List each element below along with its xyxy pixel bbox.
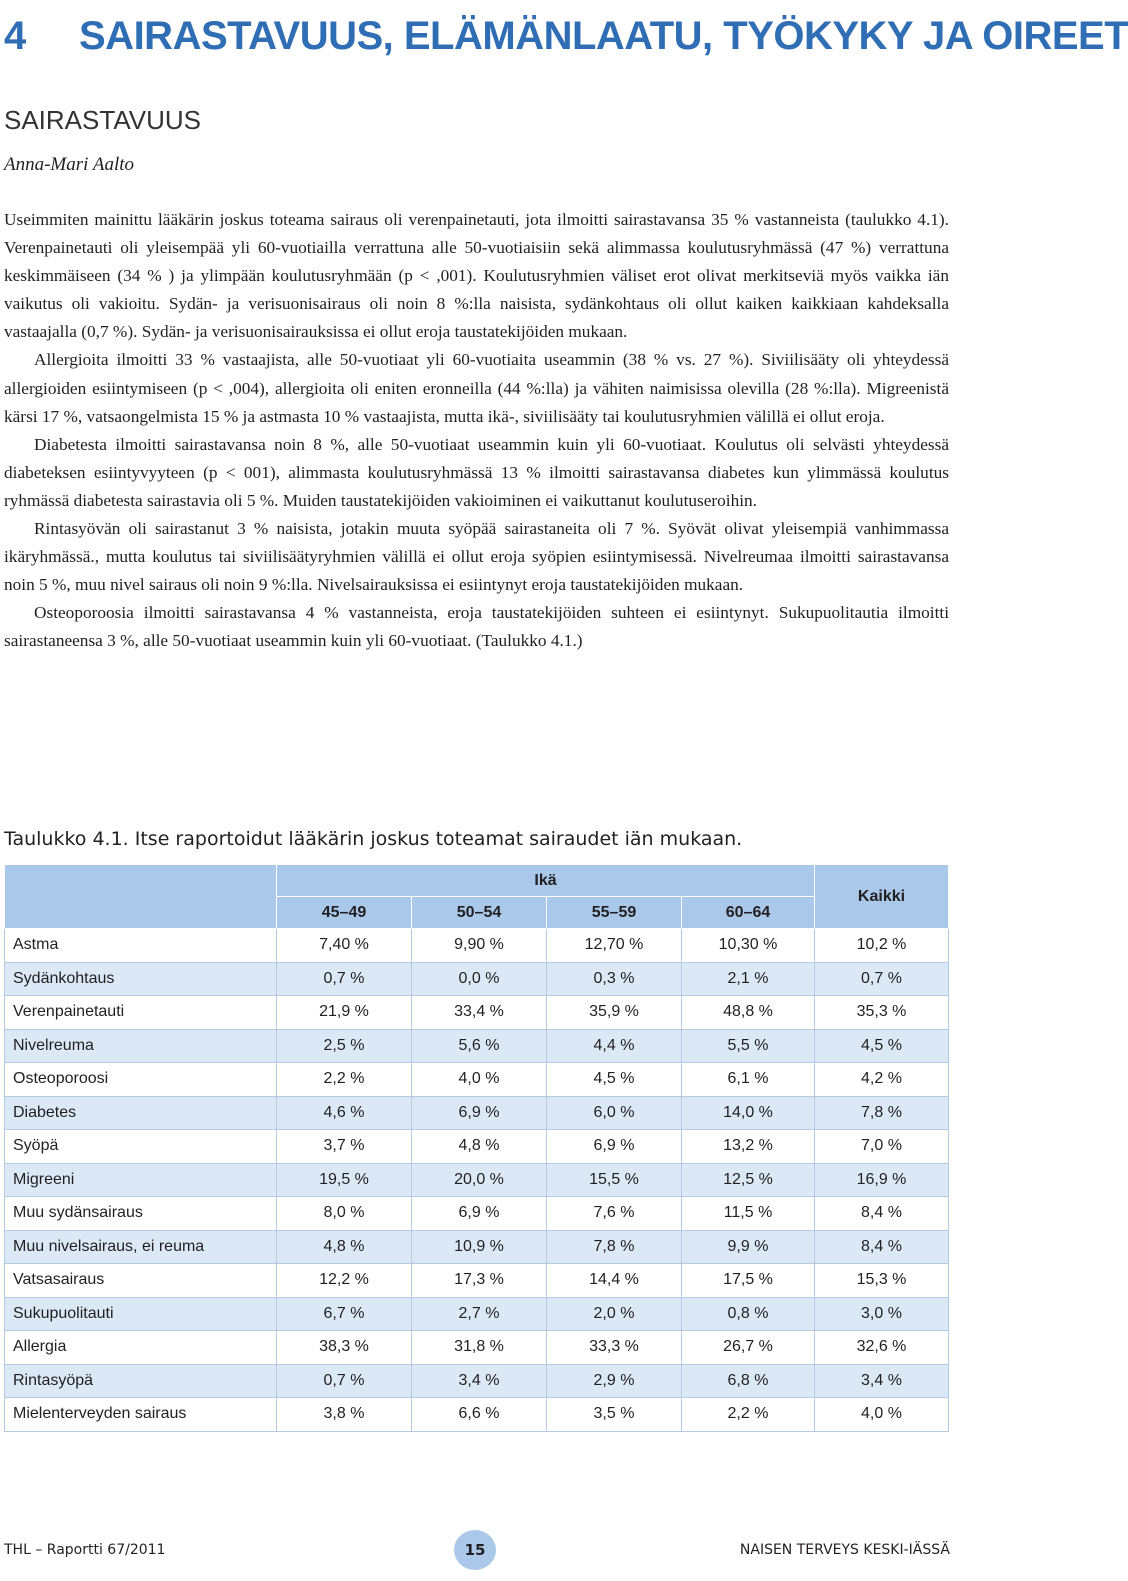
value-cell: 26,7 % xyxy=(682,1331,815,1365)
value-cell: 4,4 % xyxy=(547,1029,682,1063)
author: Anna-Mari Aalto xyxy=(4,154,135,175)
value-cell: 0,8 % xyxy=(682,1297,815,1331)
table-row xyxy=(5,1398,949,1432)
value-cell: 11,5 % xyxy=(682,1197,815,1231)
value-cell: 5,5 % xyxy=(682,1029,815,1063)
value-cell: 9,90 % xyxy=(412,929,547,963)
row-label: Mielenterveyden sairaus xyxy=(5,1398,277,1432)
paragraph: Osteoporoosia ilmoitti sairastavansa 4 % vastanneista, eroja taustatekijöiden suhteen ei esiintynyt. Sukupuolitautia ilmoitti sairastaneensa 3 %, alle 50-vuotiaat useammin kuin yli 60-vuotiaat. (Taulukko 4.1.) xyxy=(4,603,949,651)
value-cell: 17,3 % xyxy=(412,1264,547,1298)
table-row xyxy=(5,996,949,1030)
value-cell: 3,5 % xyxy=(547,1398,682,1432)
value-cell: 6,9 % xyxy=(412,1197,547,1231)
value-cell: 3,4 % xyxy=(412,1364,547,1398)
value-cell: 10,9 % xyxy=(412,1230,547,1264)
disease-table xyxy=(4,864,949,1432)
paragraph: Useimmiten mainittu lääkärin joskus toteama sairaus oli verenpainetauti, jota ilmoitti sairastavansa 35 % vastanneista (taulukko 4.1). Verenpainetauti oli yleisempää yli 60-vuotiailla verrattuna alle 50-vuotiaisiin sekä alimmassa koulutusryhmässä (47 %) verrattuna keskimmäiseen (34 % ) ja ylimpään koulutusryhmään (p < ,001). Koulutusryhmien väliset erot olivat merkitseviä myös vaikka iän vaikutus oli vakioitu. Sydän- ja verisuonisairaus oli noin 8 %:lla naisista, sydänkohtaus oli ollut kaiken kaikkiaan kahdeksalla vastaajalla (0,7 %). Sydän- ja verisuonisairauksissa ei ollut eroja taustatekijöiden mukaan. xyxy=(4,210,949,342)
value-cell: 12,2 % xyxy=(277,1264,412,1298)
row-label: Verenpainetauti xyxy=(5,996,277,1030)
total-cell: 16,9 % xyxy=(815,1163,949,1197)
total-cell: 4,0 % xyxy=(815,1398,949,1432)
value-cell: 35,9 % xyxy=(547,996,682,1030)
value-cell: 33,3 % xyxy=(547,1331,682,1365)
value-cell: 9,9 % xyxy=(682,1230,815,1264)
total-cell: 35,3 % xyxy=(815,996,949,1030)
table-row xyxy=(5,962,949,996)
value-cell: 4,8 % xyxy=(412,1130,547,1164)
footer-title: NAISEN TERVEYS KESKI-IÄSSÄ xyxy=(739,1542,950,1558)
value-cell: 19,5 % xyxy=(277,1163,412,1197)
table-row xyxy=(5,1163,949,1197)
age-group-header: Ikä xyxy=(277,865,815,897)
value-cell: 2,9 % xyxy=(547,1364,682,1398)
table-header-row xyxy=(5,865,949,897)
value-cell: 33,4 % xyxy=(412,996,547,1030)
value-cell: 2,1 % xyxy=(682,962,815,996)
table-row xyxy=(5,1063,949,1097)
table-row xyxy=(5,1029,949,1063)
table-row xyxy=(5,1364,949,1398)
total-cell: 15,3 % xyxy=(815,1264,949,1298)
row-label: Astma xyxy=(5,929,277,963)
value-cell: 6,9 % xyxy=(412,1096,547,1130)
value-cell: 7,8 % xyxy=(547,1230,682,1264)
age-header: 50–54 xyxy=(412,897,547,929)
total-header: Kaikki xyxy=(815,865,949,929)
value-cell: 38,3 % xyxy=(277,1331,412,1365)
value-cell: 6,1 % xyxy=(682,1063,815,1097)
value-cell: 4,0 % xyxy=(412,1063,547,1097)
age-header: 55–59 xyxy=(547,897,682,929)
row-label: Rintasyöpä xyxy=(5,1364,277,1398)
value-cell: 20,0 % xyxy=(412,1163,547,1197)
table-caption: Taulukko 4.1. Itse raportoidut lääkärin joskus toteamat sairaudet iän mukaan. xyxy=(4,828,743,850)
footer-publication: THL – Raportti 67/2011 xyxy=(4,1542,166,1558)
table-row xyxy=(5,1297,949,1331)
total-cell: 32,6 % xyxy=(815,1331,949,1365)
age-header: 45–49 xyxy=(277,897,412,929)
chapter-title xyxy=(4,10,1128,62)
row-label: Muu sydänsairaus xyxy=(5,1197,277,1231)
value-cell: 12,70 % xyxy=(547,929,682,963)
value-cell: 0,7 % xyxy=(277,1364,412,1398)
value-cell: 6,9 % xyxy=(547,1130,682,1164)
table-row xyxy=(5,1130,949,1164)
value-cell: 48,8 % xyxy=(682,996,815,1030)
row-label: Sydänkohtaus xyxy=(5,962,277,996)
row-label: Osteoporoosi xyxy=(5,1063,277,1097)
row-label: Syöpä xyxy=(5,1130,277,1164)
total-cell: 3,4 % xyxy=(815,1364,949,1398)
total-cell: 0,7 % xyxy=(815,962,949,996)
value-cell: 4,6 % xyxy=(277,1096,412,1130)
value-cell: 4,5 % xyxy=(547,1063,682,1097)
page-number: 15 xyxy=(454,1530,496,1570)
value-cell: 21,9 % xyxy=(277,996,412,1030)
value-cell: 6,7 % xyxy=(277,1297,412,1331)
total-cell: 4,2 % xyxy=(815,1063,949,1097)
table-row xyxy=(5,1264,949,1298)
table-row xyxy=(5,1096,949,1130)
row-label: Nivelreuma xyxy=(5,1029,277,1063)
total-cell: 4,5 % xyxy=(815,1029,949,1063)
row-label: Muu nivelsairaus, ei reuma xyxy=(5,1230,277,1264)
value-cell: 7,6 % xyxy=(547,1197,682,1231)
corner-cell xyxy=(5,865,277,929)
value-cell: 0,3 % xyxy=(547,962,682,996)
row-label: Migreeni xyxy=(5,1163,277,1197)
table-row xyxy=(5,1230,949,1264)
value-cell: 2,7 % xyxy=(412,1297,547,1331)
value-cell: 14,4 % xyxy=(547,1264,682,1298)
value-cell: 4,8 % xyxy=(277,1230,412,1264)
table-row xyxy=(5,1331,949,1365)
value-cell: 0,0 % xyxy=(412,962,547,996)
section-title: SAIRASTAVUUS xyxy=(4,105,201,135)
total-cell: 10,2 % xyxy=(815,929,949,963)
row-label: Vatsasairaus xyxy=(5,1264,277,1298)
total-cell: 7,0 % xyxy=(815,1130,949,1164)
row-label: Allergia xyxy=(5,1331,277,1365)
paragraph: Allergioita ilmoitti 33 % vastaajista, alle 50-vuotiaat yli 60-vuotiaita useammin (38 % vs. 27 %). Siviilisääty oli yhteydessä allergioiden esiintymiseen (p < ,004), allergioita oli eniten eronneilla (44 %:lla) ja vähiten naimisissa olevilla (28 %:lla). Migreenistä kärsi 17 %, vatsaongelmista 15 % ja astmasta 10 % vastaajista, mutta ikä-, siviilisääty tai koulutusryhmien välillä ei ollut eroja. xyxy=(4,350,949,426)
value-cell: 6,8 % xyxy=(682,1364,815,1398)
age-header: 60–64 xyxy=(682,897,815,929)
value-cell: 10,30 % xyxy=(682,929,815,963)
value-cell: 13,2 % xyxy=(682,1130,815,1164)
row-label: Sukupuolitauti xyxy=(5,1297,277,1331)
value-cell: 14,0 % xyxy=(682,1096,815,1130)
value-cell: 2,2 % xyxy=(682,1398,815,1432)
value-cell: 2,2 % xyxy=(277,1063,412,1097)
chapter-title-text: SAIRASTAVUUS, ELÄMÄNLAATU, TYÖKYKY JA OIREET xyxy=(79,14,1128,58)
table-row xyxy=(5,929,949,963)
table-body xyxy=(5,929,949,1432)
paragraph: Rintasyövän oli sairastanut 3 % naisista, jotakin muuta syöpää sairastaneita oli 7 %. Syövät olivat yleisempiä vanhimmassa ikäryhmässä., mutta koulutus tai siviilisäätyryhmien välillä ei ollut eroja syöpien esiintymisessä. Nivelreumaa ilmoitti sairastavansa noin 5 %, muu nivel sairaus oli noin 9 %:lla. Nivelsairauksissa ei esiintynyt eroja taustatekijöiden mukaan. xyxy=(4,519,949,595)
paragraph: Diabetesta ilmoitti sairastavansa noin 8 %, alle 50-vuotiaat useammin kuin yli 60-vuotiaat. Koulutus oli selvästi yhteydessä diabeteksen esiintyvyyteen (p < 001), alimmasta koulutusryhmässä 13 % ilmoitti sairastavansa diabetes kun ylimmässä koulutus ryhmässä diabetesta sairastavia oli 5 %. Muiden taustatekijöiden vakioiminen ei vaikuttanut koulutuseroihin. xyxy=(4,434,949,510)
value-cell: 3,8 % xyxy=(277,1398,412,1432)
value-cell: 15,5 % xyxy=(547,1163,682,1197)
total-cell: 8,4 % xyxy=(815,1197,949,1231)
value-cell: 5,6 % xyxy=(412,1029,547,1063)
value-cell: 31,8 % xyxy=(412,1331,547,1365)
total-cell: 3,0 % xyxy=(815,1297,949,1331)
chapter-number: 4 xyxy=(4,14,26,58)
value-cell: 8,0 % xyxy=(277,1197,412,1231)
value-cell: 3,7 % xyxy=(277,1130,412,1164)
total-cell: 8,4 % xyxy=(815,1230,949,1264)
row-label: Diabetes xyxy=(5,1096,277,1130)
value-cell: 6,0 % xyxy=(547,1096,682,1130)
value-cell: 12,5 % xyxy=(682,1163,815,1197)
value-cell: 6,6 % xyxy=(412,1398,547,1432)
total-cell: 7,8 % xyxy=(815,1096,949,1130)
value-cell: 0,7 % xyxy=(277,962,412,996)
value-cell: 2,5 % xyxy=(277,1029,412,1063)
body-text xyxy=(4,206,949,656)
value-cell: 7,40 % xyxy=(277,929,412,963)
footer xyxy=(0,1530,960,1570)
table-row xyxy=(5,1197,949,1231)
value-cell: 2,0 % xyxy=(547,1297,682,1331)
value-cell: 17,5 % xyxy=(682,1264,815,1298)
